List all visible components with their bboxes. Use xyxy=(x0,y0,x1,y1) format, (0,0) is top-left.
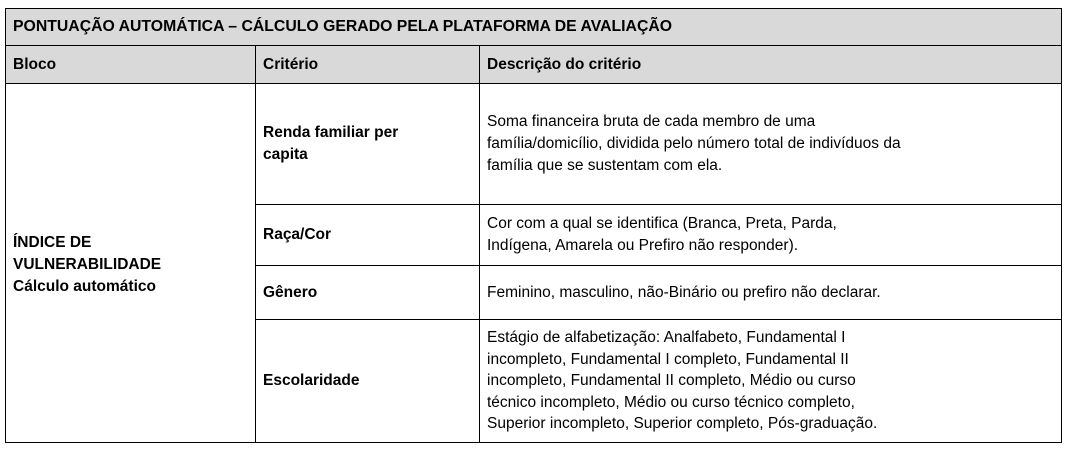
criterion-gender: Gênero xyxy=(255,265,480,320)
criterion-education: Escolaridade xyxy=(255,319,480,443)
criterion-income: Renda familiar per capita xyxy=(255,83,480,205)
description-race: Cor com a qual se identifica (Branca, Preta, Parda, Indígena, Amarela ou Prefiro não responder). xyxy=(479,204,1062,266)
criterion-race: Raça/Cor xyxy=(255,204,480,266)
table-title: PONTUAÇÃO AUTOMÁTICA – CÁLCULO GERADO PELA PLATAFORMA DE AVALIAÇÃO xyxy=(5,8,1062,46)
header-description: Descrição do critério xyxy=(479,45,1062,84)
header-block: Bloco xyxy=(5,45,256,84)
header-criterion: Critério xyxy=(255,45,480,84)
description-income: Soma financeira bruta de cada membro de uma família/domicílio, dividida pelo número total de indivíduos da família que se sustentam com ela. xyxy=(479,83,1062,205)
criteria-table xyxy=(5,8,1062,443)
description-education: Estágio de alfabetização: Analfabeto, Fundamental I incompleto, Fundamental I completo, Fundamental II incompleto, Fundamental II completo, Médio ou curso técnico incompleto, Médio ou curso técnico completo, Superior incompleto, Superior completo, Pós-graduação. xyxy=(479,319,1062,443)
description-gender: Feminino, masculino, não-Binário ou prefiro não declarar. xyxy=(479,265,1062,320)
block-vulnerability-index: ÍNDICE DE VULNERABILIDADE Cálculo automático xyxy=(5,83,256,443)
